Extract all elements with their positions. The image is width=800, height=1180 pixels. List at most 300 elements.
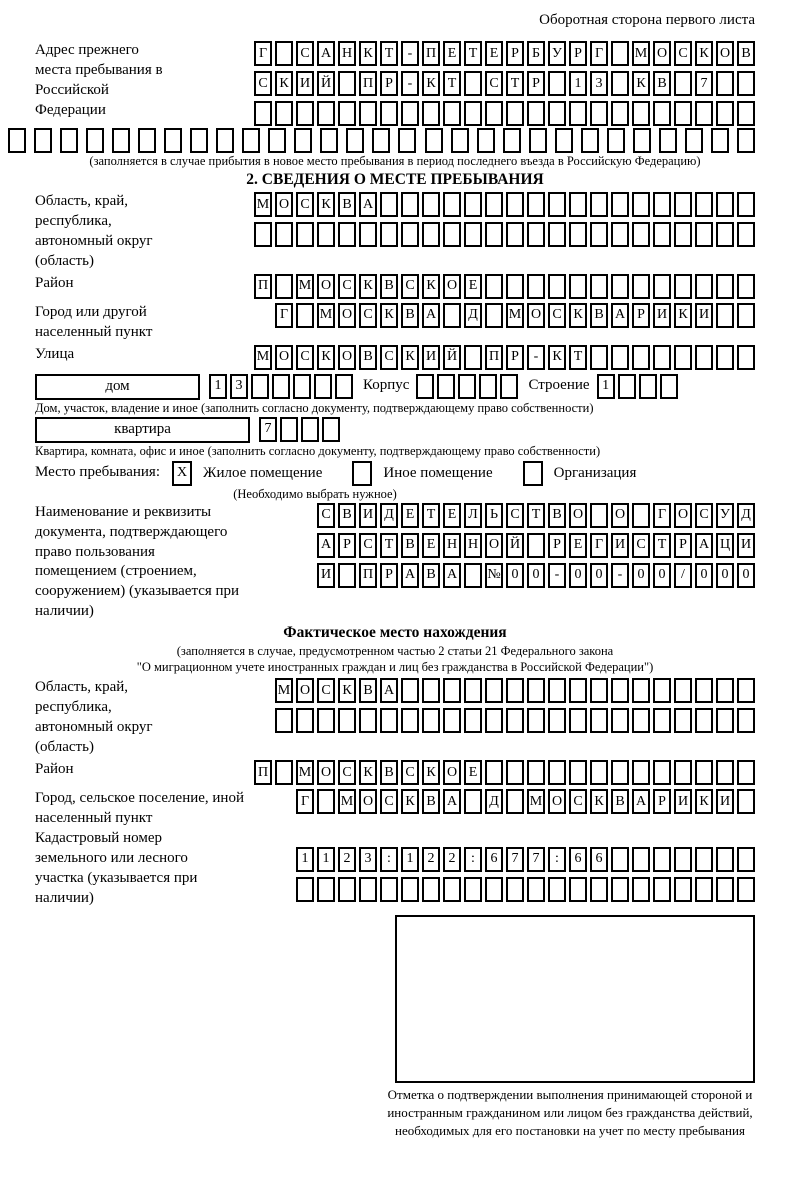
char-box[interactable]: [674, 274, 692, 299]
char-box[interactable]: [485, 877, 503, 902]
char-box[interactable]: [443, 101, 461, 126]
char-box[interactable]: 0: [737, 563, 755, 588]
char-box[interactable]: М: [254, 345, 272, 370]
char-box[interactable]: [422, 192, 440, 217]
char-box[interactable]: №: [485, 563, 503, 588]
char-box[interactable]: [338, 71, 356, 96]
char-box[interactable]: Е: [464, 274, 482, 299]
char-box[interactable]: [581, 128, 599, 153]
char-box[interactable]: [695, 708, 713, 733]
char-box[interactable]: [590, 708, 608, 733]
char-box[interactable]: [737, 192, 755, 217]
char-box[interactable]: [216, 128, 234, 153]
char-box[interactable]: П: [254, 760, 272, 785]
char-box[interactable]: [548, 192, 566, 217]
char-box[interactable]: С: [296, 192, 314, 217]
char-box[interactable]: В: [401, 533, 419, 558]
char-box[interactable]: [416, 374, 434, 399]
char-box[interactable]: Й: [317, 71, 335, 96]
char-box[interactable]: [659, 128, 677, 153]
char-box[interactable]: К: [401, 345, 419, 370]
char-box[interactable]: [464, 71, 482, 96]
char-box[interactable]: А: [422, 303, 440, 328]
char-box[interactable]: 6: [590, 847, 608, 872]
char-box[interactable]: [653, 345, 671, 370]
char-box[interactable]: [653, 760, 671, 785]
char-box[interactable]: [737, 760, 755, 785]
char-box[interactable]: [338, 222, 356, 247]
char-box[interactable]: Г: [590, 533, 608, 558]
char-box[interactable]: [506, 708, 524, 733]
char-box[interactable]: [506, 101, 524, 126]
char-box[interactable]: [611, 345, 629, 370]
char-box[interactable]: [737, 274, 755, 299]
char-box[interactable]: [674, 71, 692, 96]
char-box[interactable]: [443, 303, 461, 328]
char-box[interactable]: Н: [338, 41, 356, 66]
char-box[interactable]: 1: [597, 374, 615, 399]
char-box[interactable]: В: [737, 41, 755, 66]
char-box[interactable]: К: [359, 274, 377, 299]
char-box[interactable]: Е: [443, 503, 461, 528]
checkbox-residential[interactable]: X: [172, 461, 192, 486]
char-box[interactable]: В: [380, 760, 398, 785]
char-box[interactable]: [611, 274, 629, 299]
char-box[interactable]: [674, 192, 692, 217]
char-box[interactable]: [268, 128, 286, 153]
char-box[interactable]: Г: [653, 503, 671, 528]
char-box[interactable]: М: [296, 274, 314, 299]
char-box[interactable]: [716, 71, 734, 96]
char-box[interactable]: У: [716, 503, 734, 528]
char-box[interactable]: В: [380, 274, 398, 299]
char-box[interactable]: [716, 847, 734, 872]
char-box[interactable]: [590, 345, 608, 370]
char-box[interactable]: К: [359, 41, 377, 66]
char-box[interactable]: [653, 222, 671, 247]
char-box[interactable]: [506, 760, 524, 785]
char-box[interactable]: Е: [569, 533, 587, 558]
char-box[interactable]: [737, 222, 755, 247]
char-box[interactable]: 6: [485, 847, 503, 872]
char-box[interactable]: Л: [464, 503, 482, 528]
char-box[interactable]: [398, 128, 416, 153]
char-box[interactable]: Д: [485, 789, 503, 814]
char-box[interactable]: Ц: [716, 533, 734, 558]
char-box[interactable]: Т: [464, 41, 482, 66]
char-box[interactable]: К: [401, 789, 419, 814]
char-box[interactable]: -: [611, 563, 629, 588]
char-box[interactable]: [737, 847, 755, 872]
char-box[interactable]: Т: [527, 503, 545, 528]
char-box[interactable]: С: [317, 678, 335, 703]
char-box[interactable]: С: [674, 41, 692, 66]
char-box[interactable]: К: [674, 303, 692, 328]
char-box[interactable]: [272, 374, 290, 399]
char-box[interactable]: М: [632, 41, 650, 66]
char-box[interactable]: 2: [443, 847, 461, 872]
char-box[interactable]: [485, 192, 503, 217]
char-box[interactable]: Е: [464, 760, 482, 785]
char-box[interactable]: 1: [296, 847, 314, 872]
char-box[interactable]: Т: [653, 533, 671, 558]
char-box[interactable]: 3: [230, 374, 248, 399]
char-box[interactable]: 3: [359, 847, 377, 872]
char-box[interactable]: [716, 345, 734, 370]
char-box[interactable]: [251, 374, 269, 399]
char-box[interactable]: 3: [590, 71, 608, 96]
char-box[interactable]: И: [716, 789, 734, 814]
char-box[interactable]: [569, 678, 587, 703]
char-box[interactable]: [632, 847, 650, 872]
char-box[interactable]: [674, 222, 692, 247]
char-box[interactable]: И: [317, 563, 335, 588]
char-box[interactable]: [716, 303, 734, 328]
char-box[interactable]: [653, 101, 671, 126]
char-box[interactable]: [674, 760, 692, 785]
char-box[interactable]: [590, 503, 608, 528]
char-box[interactable]: А: [443, 789, 461, 814]
char-box[interactable]: [527, 708, 545, 733]
char-box[interactable]: В: [611, 789, 629, 814]
char-box[interactable]: [60, 128, 78, 153]
char-box[interactable]: [401, 708, 419, 733]
char-box[interactable]: А: [695, 533, 713, 558]
char-box[interactable]: [314, 374, 332, 399]
char-box[interactable]: [737, 708, 755, 733]
char-box[interactable]: -: [401, 41, 419, 66]
char-box[interactable]: 0: [569, 563, 587, 588]
char-box[interactable]: :: [380, 847, 398, 872]
char-box[interactable]: [479, 374, 497, 399]
char-box[interactable]: [164, 128, 182, 153]
char-box[interactable]: [674, 847, 692, 872]
char-box[interactable]: [359, 708, 377, 733]
char-box[interactable]: [632, 222, 650, 247]
char-box[interactable]: [529, 128, 547, 153]
char-box[interactable]: К: [695, 789, 713, 814]
char-box[interactable]: [653, 877, 671, 902]
char-box[interactable]: Т: [380, 41, 398, 66]
char-box[interactable]: [443, 708, 461, 733]
char-box[interactable]: [485, 222, 503, 247]
char-box[interactable]: [506, 274, 524, 299]
char-box[interactable]: О: [359, 789, 377, 814]
char-box[interactable]: О: [317, 274, 335, 299]
char-box[interactable]: С: [380, 345, 398, 370]
char-box[interactable]: [335, 374, 353, 399]
char-box[interactable]: [590, 877, 608, 902]
char-box[interactable]: [138, 128, 156, 153]
char-box[interactable]: О: [674, 503, 692, 528]
char-box[interactable]: С: [254, 71, 272, 96]
char-box[interactable]: [485, 274, 503, 299]
char-box[interactable]: [451, 128, 469, 153]
char-box[interactable]: М: [296, 760, 314, 785]
char-box[interactable]: Д: [737, 503, 755, 528]
char-box[interactable]: [685, 128, 703, 153]
char-box[interactable]: [34, 128, 52, 153]
char-box[interactable]: [611, 708, 629, 733]
char-box[interactable]: О: [275, 192, 293, 217]
char-box[interactable]: В: [422, 563, 440, 588]
char-box[interactable]: [695, 222, 713, 247]
char-box[interactable]: [317, 708, 335, 733]
char-box[interactable]: [275, 760, 293, 785]
char-box[interactable]: П: [422, 41, 440, 66]
char-box[interactable]: [527, 274, 545, 299]
char-box[interactable]: Е: [443, 41, 461, 66]
char-box[interactable]: Г: [296, 789, 314, 814]
char-box[interactable]: [527, 101, 545, 126]
char-box[interactable]: К: [359, 760, 377, 785]
char-box[interactable]: 0: [527, 563, 545, 588]
char-box[interactable]: [422, 708, 440, 733]
char-box[interactable]: [322, 417, 340, 442]
char-box[interactable]: [485, 303, 503, 328]
char-box[interactable]: М: [275, 678, 293, 703]
char-box[interactable]: Г: [590, 41, 608, 66]
char-box[interactable]: [548, 760, 566, 785]
char-box[interactable]: [275, 274, 293, 299]
char-box[interactable]: 0: [716, 563, 734, 588]
char-box[interactable]: [569, 192, 587, 217]
char-box[interactable]: П: [254, 274, 272, 299]
char-box[interactable]: [695, 847, 713, 872]
char-box[interactable]: 0: [695, 563, 713, 588]
char-box[interactable]: А: [632, 789, 650, 814]
char-box[interactable]: [485, 678, 503, 703]
char-box[interactable]: М: [506, 303, 524, 328]
char-box[interactable]: С: [359, 303, 377, 328]
char-box[interactable]: [464, 192, 482, 217]
char-box[interactable]: Н: [443, 533, 461, 558]
char-box[interactable]: [275, 41, 293, 66]
char-box[interactable]: [632, 101, 650, 126]
char-box[interactable]: [716, 274, 734, 299]
char-box[interactable]: А: [380, 678, 398, 703]
char-box[interactable]: С: [632, 533, 650, 558]
char-box[interactable]: [380, 101, 398, 126]
char-box[interactable]: [359, 877, 377, 902]
char-box[interactable]: [443, 877, 461, 902]
char-box[interactable]: Ь: [485, 503, 503, 528]
char-box[interactable]: [464, 789, 482, 814]
char-box[interactable]: [737, 877, 755, 902]
char-box[interactable]: К: [548, 345, 566, 370]
char-box[interactable]: Е: [401, 503, 419, 528]
char-box[interactable]: [527, 877, 545, 902]
char-box[interactable]: С: [338, 760, 356, 785]
char-box[interactable]: С: [695, 503, 713, 528]
char-box[interactable]: Р: [380, 563, 398, 588]
char-box[interactable]: Т: [506, 71, 524, 96]
char-box[interactable]: И: [653, 303, 671, 328]
char-box[interactable]: [275, 708, 293, 733]
char-box[interactable]: [296, 101, 314, 126]
char-box[interactable]: О: [527, 303, 545, 328]
char-box[interactable]: [674, 101, 692, 126]
char-box[interactable]: 2: [422, 847, 440, 872]
char-box[interactable]: И: [611, 533, 629, 558]
char-box[interactable]: [464, 678, 482, 703]
char-box[interactable]: [716, 222, 734, 247]
char-box[interactable]: 0: [506, 563, 524, 588]
char-box[interactable]: [422, 101, 440, 126]
char-box[interactable]: [317, 789, 335, 814]
char-box[interactable]: Р: [380, 71, 398, 96]
char-box[interactable]: [737, 789, 755, 814]
char-box[interactable]: [506, 678, 524, 703]
char-box[interactable]: А: [317, 533, 335, 558]
char-box[interactable]: [296, 708, 314, 733]
char-box[interactable]: А: [359, 192, 377, 217]
char-box[interactable]: В: [359, 345, 377, 370]
char-box[interactable]: :: [464, 847, 482, 872]
char-box[interactable]: [569, 877, 587, 902]
char-box[interactable]: Б: [527, 41, 545, 66]
char-box[interactable]: [711, 128, 729, 153]
char-box[interactable]: 6: [569, 847, 587, 872]
char-box[interactable]: [317, 101, 335, 126]
char-box[interactable]: [485, 101, 503, 126]
char-box[interactable]: [569, 708, 587, 733]
char-box[interactable]: [380, 192, 398, 217]
char-box[interactable]: [338, 563, 356, 588]
char-box[interactable]: [695, 192, 713, 217]
char-box[interactable]: С: [296, 41, 314, 66]
char-box[interactable]: [548, 71, 566, 96]
char-box[interactable]: [737, 128, 755, 153]
char-box[interactable]: М: [338, 789, 356, 814]
char-box[interactable]: С: [401, 760, 419, 785]
char-box[interactable]: [632, 192, 650, 217]
char-box[interactable]: [275, 101, 293, 126]
char-box[interactable]: [737, 71, 755, 96]
char-box[interactable]: /: [674, 563, 692, 588]
char-box[interactable]: [632, 345, 650, 370]
char-box[interactable]: [590, 101, 608, 126]
char-box[interactable]: О: [653, 41, 671, 66]
char-box[interactable]: К: [632, 71, 650, 96]
char-box[interactable]: [464, 101, 482, 126]
char-box[interactable]: [737, 303, 755, 328]
char-box[interactable]: О: [548, 789, 566, 814]
char-box[interactable]: :: [548, 847, 566, 872]
char-box[interactable]: С: [401, 274, 419, 299]
char-box[interactable]: Р: [548, 533, 566, 558]
checkbox-organization[interactable]: [523, 461, 543, 486]
char-box[interactable]: [485, 708, 503, 733]
char-box[interactable]: [294, 128, 312, 153]
char-box[interactable]: 7: [527, 847, 545, 872]
char-box[interactable]: И: [737, 533, 755, 558]
char-box[interactable]: В: [422, 789, 440, 814]
char-box[interactable]: -: [401, 71, 419, 96]
char-box[interactable]: С: [506, 503, 524, 528]
char-box[interactable]: О: [443, 760, 461, 785]
house-type-box[interactable]: дом: [35, 374, 200, 400]
char-box[interactable]: [527, 192, 545, 217]
char-box[interactable]: 1: [401, 847, 419, 872]
char-box[interactable]: П: [359, 563, 377, 588]
char-box[interactable]: [527, 533, 545, 558]
char-box[interactable]: [301, 417, 319, 442]
char-box[interactable]: 0: [590, 563, 608, 588]
char-box[interactable]: М: [317, 303, 335, 328]
char-box[interactable]: Р: [338, 533, 356, 558]
char-box[interactable]: А: [401, 563, 419, 588]
char-box[interactable]: [338, 877, 356, 902]
char-box[interactable]: 0: [632, 563, 650, 588]
char-box[interactable]: [660, 374, 678, 399]
char-box[interactable]: Т: [569, 345, 587, 370]
char-box[interactable]: [372, 128, 390, 153]
char-box[interactable]: -: [548, 563, 566, 588]
char-box[interactable]: [458, 374, 476, 399]
char-box[interactable]: К: [338, 678, 356, 703]
char-box[interactable]: О: [275, 345, 293, 370]
char-box[interactable]: К: [380, 303, 398, 328]
char-box[interactable]: [527, 760, 545, 785]
char-box[interactable]: К: [569, 303, 587, 328]
char-box[interactable]: [632, 877, 650, 902]
char-box[interactable]: [506, 222, 524, 247]
char-box[interactable]: [633, 128, 651, 153]
char-box[interactable]: [590, 760, 608, 785]
char-box[interactable]: [632, 678, 650, 703]
char-box[interactable]: [653, 678, 671, 703]
char-box[interactable]: У: [548, 41, 566, 66]
char-box[interactable]: Д: [464, 303, 482, 328]
char-box[interactable]: [611, 71, 629, 96]
char-box[interactable]: [242, 128, 260, 153]
char-box[interactable]: [590, 192, 608, 217]
char-box[interactable]: [503, 128, 521, 153]
char-box[interactable]: Р: [632, 303, 650, 328]
char-box[interactable]: [275, 222, 293, 247]
char-box[interactable]: [527, 222, 545, 247]
char-box[interactable]: [443, 192, 461, 217]
char-box[interactable]: О: [296, 678, 314, 703]
char-box[interactable]: [443, 678, 461, 703]
char-box[interactable]: [464, 708, 482, 733]
char-box[interactable]: [632, 760, 650, 785]
char-box[interactable]: [317, 877, 335, 902]
char-box[interactable]: [569, 222, 587, 247]
char-box[interactable]: С: [338, 274, 356, 299]
char-box[interactable]: [569, 101, 587, 126]
char-box[interactable]: [632, 503, 650, 528]
char-box[interactable]: [639, 374, 657, 399]
char-box[interactable]: 0: [653, 563, 671, 588]
char-box[interactable]: [359, 222, 377, 247]
char-box[interactable]: С: [569, 789, 587, 814]
char-box[interactable]: 1: [569, 71, 587, 96]
char-box[interactable]: О: [443, 274, 461, 299]
char-box[interactable]: [293, 374, 311, 399]
char-box[interactable]: М: [527, 789, 545, 814]
char-box[interactable]: [653, 274, 671, 299]
char-box[interactable]: С: [548, 303, 566, 328]
char-box[interactable]: [338, 708, 356, 733]
char-box[interactable]: [737, 345, 755, 370]
char-box[interactable]: [338, 101, 356, 126]
char-box[interactable]: Р: [569, 41, 587, 66]
char-box[interactable]: [674, 678, 692, 703]
char-box[interactable]: [548, 678, 566, 703]
char-box[interactable]: [422, 877, 440, 902]
